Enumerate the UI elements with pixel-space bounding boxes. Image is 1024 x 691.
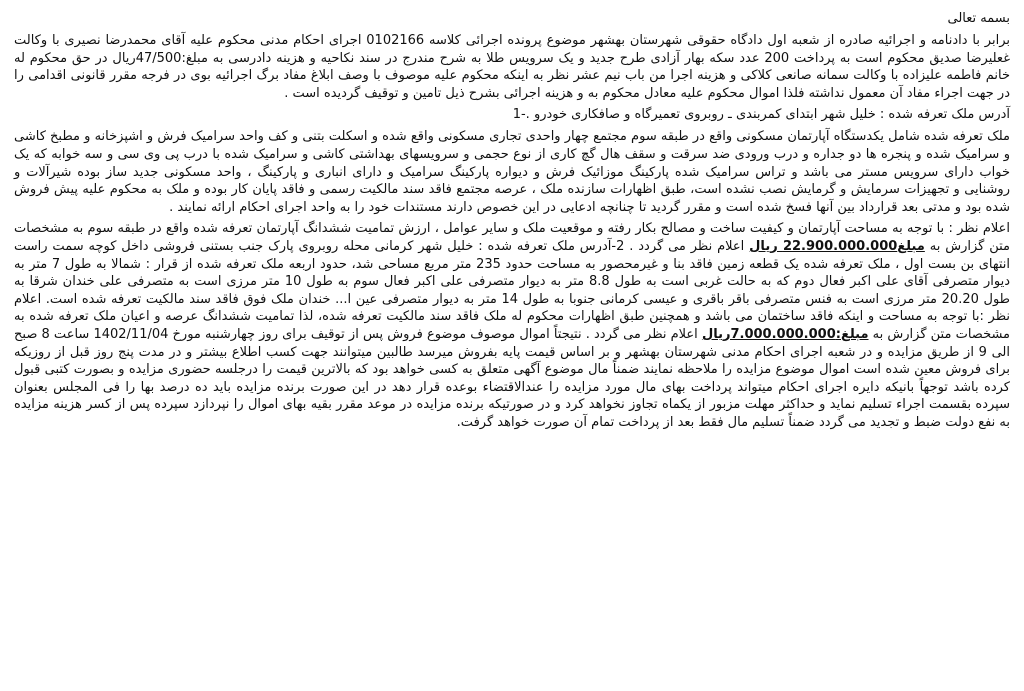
valuation-2-amount: مبلغ:7.000.000.000ریال: [701, 326, 869, 342]
valuation-1-amount: مبلغ22.900.000.000 ریال: [749, 238, 925, 254]
property-2-text: اعلام نظر می گردد . 2-آدرس ملک تعرفه شده : خلیل شهر کرمانی محله روبروی پارک جنب بستنی فروشی داخل کوچه سمت راست انتهای بن بست اول ، ملک تعرفه شده یک قطعه زمین فاقد بنا و غیرمحصور به مساحت حدود 235 متر مربع مساحی شد، حدود اربعه ملک تعرفه شده از قرار : شمالا به طول 7 متر به دیوار متصرفی آقای علی اکبر فعال دوم که به حالت غربی است به طول 8.8 متر به دیوار متصرفی علی اکبر فعال سوم به طول 10 متر مرزی است به متصرفی علی خندان شرقا به طول 20.20 متر مرزی است به فنس متصرفی باقر باقری و عیسی کرمانی جنوبا به طول 14 متر به دیوار متصرفی عین ا... خندان ملک فوق فاقد سند مالکیت تعرفه شده است. اعلام نظر :با توجه به مساحت و اینکه فاقد ساختمان می باشد و همچنین طبق اظهارات محکوم له ملک فاقد سند مالکیت تعرفه شده، لذا تمامیت ششدانگ عرصه و اعیان ملک تعرفه شده به مشخصات متن گزارش به: [14, 238, 1011, 342]
valuation-1-text: اعلام نظر : با توجه به مساحت آپارتمان و کیفیت ساخت و مصالح بکار رفته و موقعیت ملک و سایر عوامل ، ارزش تمامیت ششدانگ آپارتمان تعرفه شده واقع در طبقه سوم به مشخصات متن گزارش به: [14, 221, 1010, 254]
valuation-paragraph: [14, 220, 1010, 431]
intro-paragraph: برابر با دادنامه و اجرائیه صادره از شعبه اول دادگاه حقوقی شهرستان بهشهر موضوع پرونده اجرائی کلاسه 0102166 اجرای احکام مدنی محکوم علیه آقای محمدرضا نصیری با وکالت غعلیرضا صدیق محکوم است به پرداخت 200 عدد سکه بهار آزادی طرح جدید و یک سرویس طلا به شرح مندرج در سند نکاحیه و هزینه دادرسی به مبلغ:47/500ریال در حق محکوم له خانم فاطمه علیزاده با وکالت سمانه صانعی کلاکی و هزینه اجرا من باب نیم عشر نظر به اینکه محکوم علیه موصوف با وصف ابلاغ مفاد برگ اجرائیه بوی در فرجه مقرر قانونی اقدامی را در جهت اجراء مفاد آن معمول نداشته فلذا اموال محکوم علیه معادل محکوم به و هزینه اجرائی بشرح ذیل تامین و توقیف گردیده است .: [14, 33, 1010, 101]
property-1-address: آدرس ملک تعرفه شده : خلیل شهر ابتدای کمربندی ـ روبروی تعمیرگاه و صافکاری خودرو .-1: [512, 107, 1010, 123]
property-1-description: ملک تعرفه شده شامل یکدستگاه آپارتمان مسکونی واقع در طبقه سوم مجتمع چهار واحدی تجاری مسکونی واقع شده و اسکلت بتنی و کف واحد سرامیک فرش و اشپزخانه و مطبخ کاشی و سرامیک شده و پنجره ها دو جداره و درب ورودی ضد سرقت و سقف هال گچ کاری از نوع حجمی و سرویسهای بهداشتی کاشی و سرامیک شده با درب پی وی سی و سه خوابه که یک خواب دارای سرویس مستر می باشد و تراس سرامیک شده پارکینگ موزائیک فرش و دیواره پارکینگ سرامیک و دارای انباری و پارکینگ ، واحد مسکونی جدید ساز بوده شیرآلات و روشنایی و تجهیزات سرمایش و گرمایش نصب نشده است، طبق اظهارات سازنده ملک ، عرصه مجتمع فاقد سند مالکیت رسمی و فاقد پایان کار بوده و ملک به محکوم علیه پیش فروش شده بود و مدتی بعد قرارداد بین آنها فسخ شده است و مقرر گردید تا چنانچه ادعایی در این خصوص دارند مستندات خود را به واحد اجرای احکام ارائه نمایند .: [14, 129, 1010, 215]
heading-bismillah: بسمه تعالی: [947, 11, 1010, 26]
auction-terms-text: اعلام نظر می گردد . نتیجتاً اموال موصوف موضوع فروش پس از توقیف برای روز چهارشنبه مورخ 1402/11/04 ساعت 8 صبح الی 9 از طریق مزایده و در شعبه اجرای احکام مدنی شهرستان بهشهر و بر اساس قیمت پایه بفروش میرسد طالبین میتوانند جهت کسب اطلاع بیشتر و در مدت پنج روز قبل از روزیکه برای فروش معین شده است اموال موضوع مزایده را ملاحظه نمایند ضمناً مال موضوع آگهی متعلق به کسی خواهد بود که بالاترین قیمت را درجلسه حضوری مزایده و بصورت کتبی قبول کرده باشد توجهاً بانیکه دایره اجرای احکام میتواند پرداخت بهای مال مورد مزایده را عندالاقتضاء بوعده قرار دهد در این صورت برنده مزایده باید ده درصد بها را فی المجلس بعنوان سپرده بقسمت اجراء تسلیم نماید و حداکثر مهلت مزبور از یکماه تجاوز نخواهد کرد و در صورتیکه برنده مزایده در موعد مقرر بقیه بهای اموال را نپردازد سپرده پس از کسر هزینه مزایده به نفع دولت ضبط و تجدید می گردد ضمناً تسلیم مال فقط بعد از پرداخت تمام آن صورت خواهد گرفت.: [14, 326, 1010, 430]
